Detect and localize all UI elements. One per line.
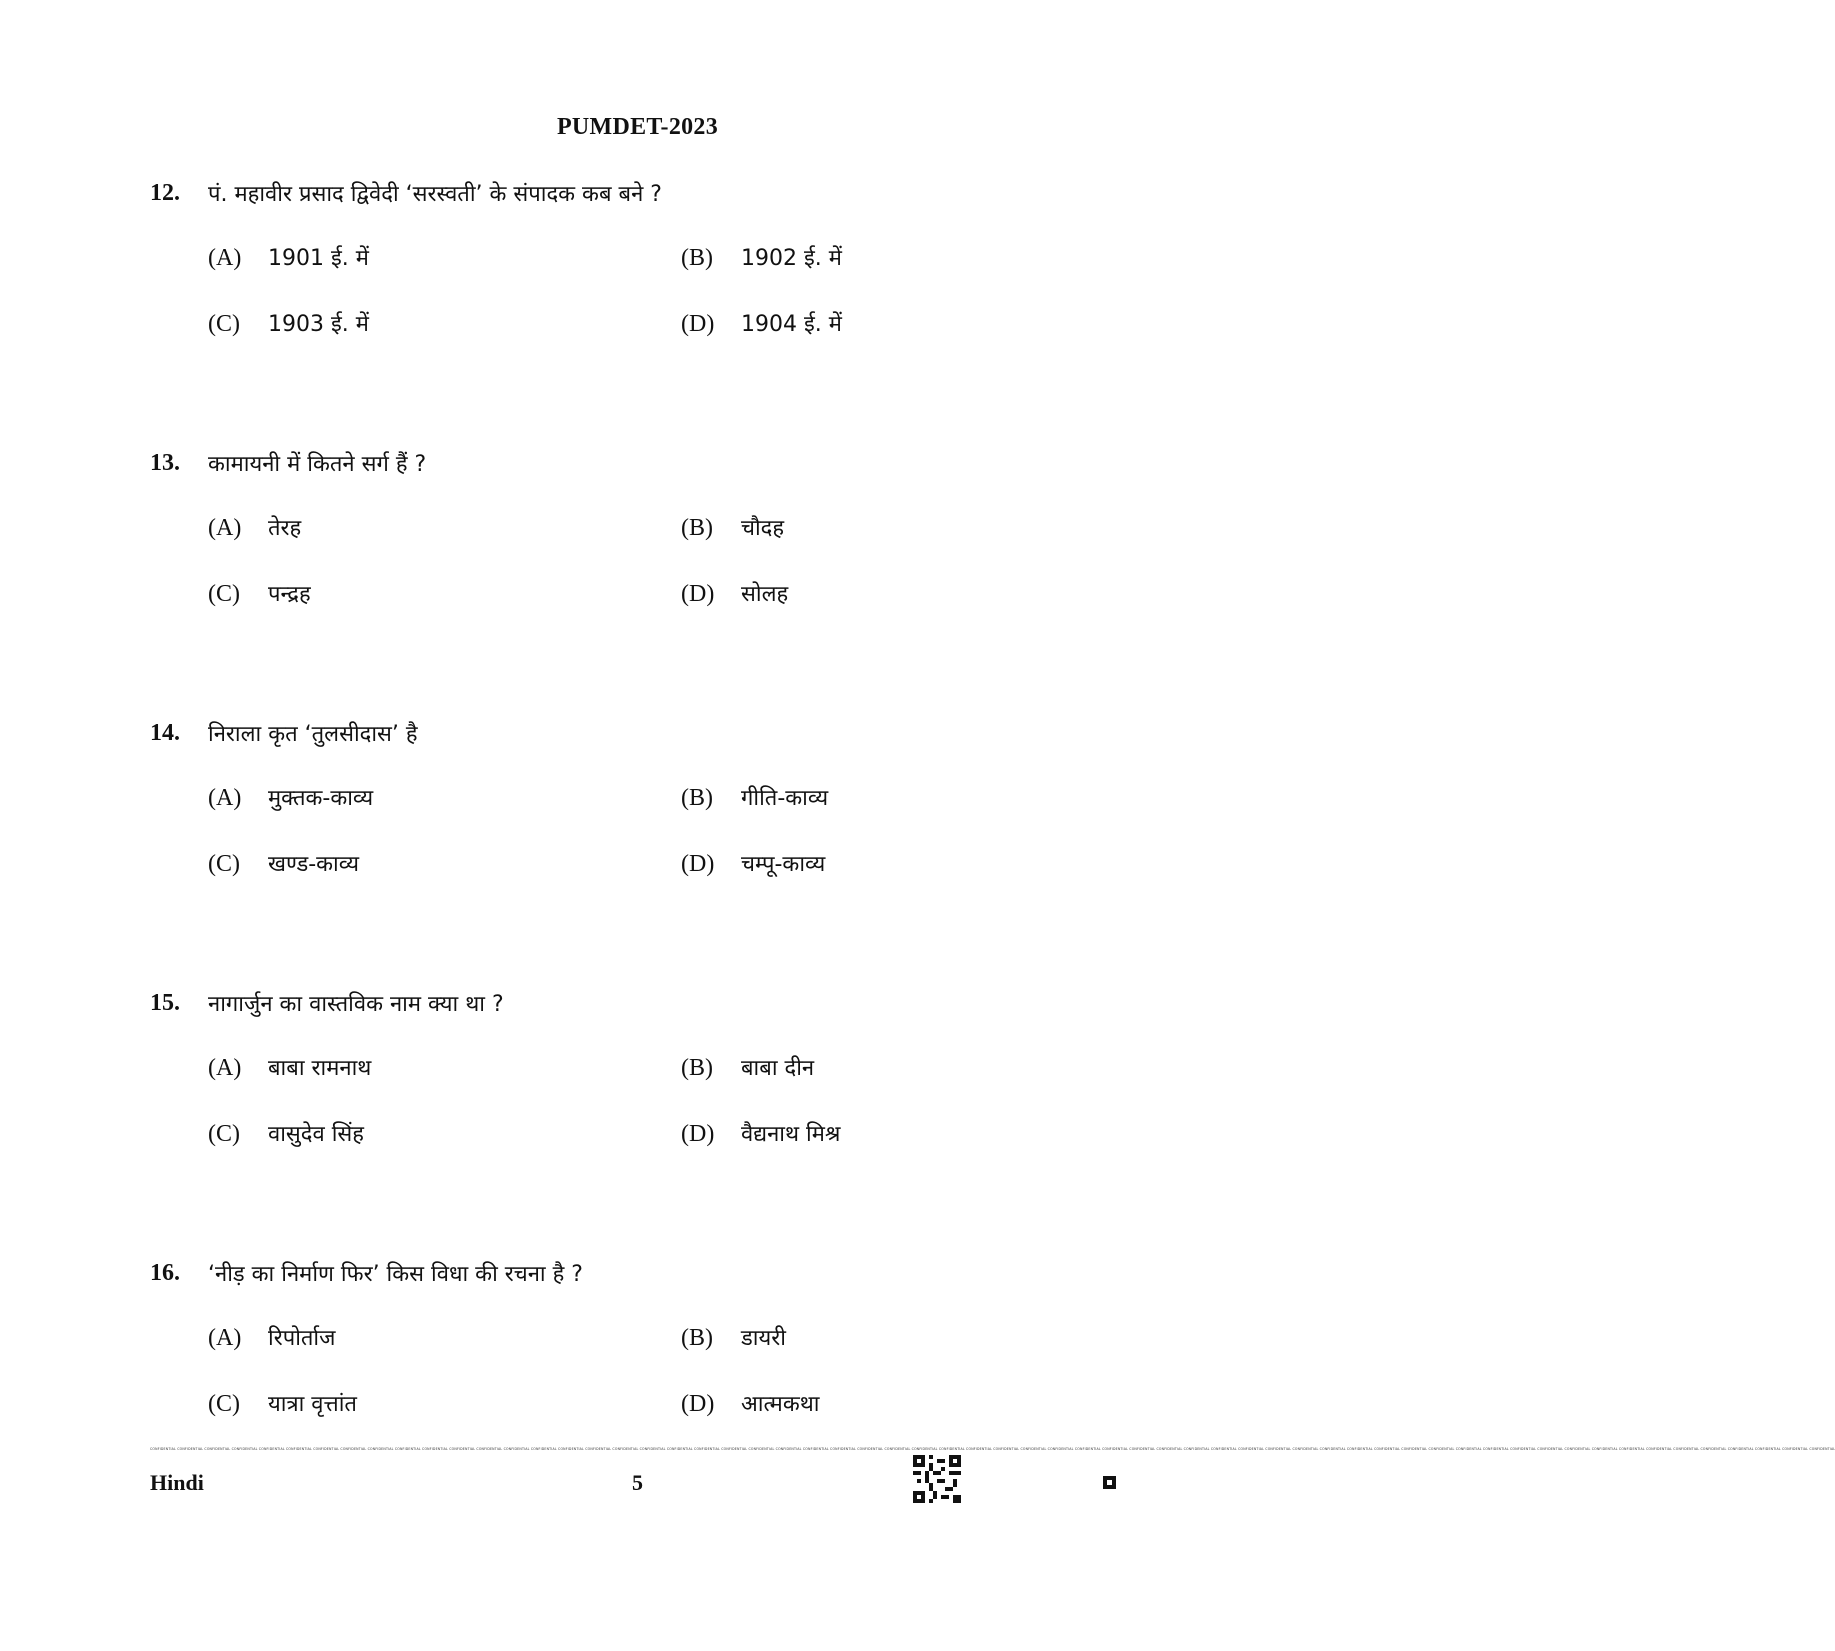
option-letter: (A) (208, 515, 242, 541)
option-a (208, 1052, 371, 1082)
option-b (681, 1322, 786, 1352)
option-letter: (D) (681, 1121, 715, 1147)
option-c (208, 578, 311, 608)
option-d (681, 308, 842, 338)
option-letter: (A) (208, 1055, 242, 1081)
option-text: गीति-काव्य (741, 786, 829, 811)
option-c (208, 848, 359, 878)
question-15 (0, 990, 1275, 1200)
registration-square-icon (1103, 1476, 1116, 1489)
question-text: ‘नीड़ का निर्माण फिर’ किस विधा की रचना है ? (208, 1262, 583, 1287)
option-text: पन्द्रह (268, 582, 311, 607)
option-text: यात्रा वृत्तांत (268, 1392, 357, 1417)
qr-code-icon (913, 1455, 961, 1503)
option-b (681, 242, 842, 272)
page-header-title: PUMDET-2023 (556, 114, 719, 140)
option-letter: (B) (681, 245, 713, 271)
option-text: तेरह (268, 516, 302, 541)
option-letter: (C) (208, 311, 240, 337)
option-b (681, 1052, 814, 1082)
option-letter: (B) (681, 1325, 713, 1351)
option-letter: (A) (208, 1325, 242, 1351)
option-letter: (C) (208, 851, 240, 877)
option-a (208, 512, 301, 542)
option-d (681, 1118, 840, 1148)
question-16 (0, 1260, 1835, 1470)
option-text: वैद्यनाथ मिश्र (741, 1122, 841, 1147)
option-text: खण्ड-काव्य (268, 852, 360, 877)
option-letter: (D) (681, 581, 715, 607)
option-letter: (C) (208, 581, 240, 607)
option-text: 1903 ई. में (268, 312, 369, 337)
option-letter: (D) (681, 851, 715, 877)
option-d (681, 848, 825, 878)
option-letter: (A) (208, 245, 242, 271)
option-c (208, 1118, 364, 1148)
question-text: पं. महावीर प्रसाद द्विवेदी ‘सरस्वती’ के संपादक कब बने ? (208, 182, 662, 207)
option-letter: (C) (208, 1121, 240, 1147)
question-number: 13. (150, 450, 180, 476)
option-letter: (A) (208, 785, 242, 811)
option-c (208, 308, 369, 338)
question-13 (0, 450, 1275, 660)
option-text: सोलह (741, 582, 789, 607)
option-text: डायरी (741, 1326, 786, 1351)
question-text: निराला कृत ‘तुलसीदास’ है (208, 722, 418, 747)
footer-subject: Hindi (150, 1470, 204, 1495)
option-text: बाबा दीन (741, 1056, 815, 1081)
option-letter: (C) (208, 1391, 240, 1417)
option-a (208, 242, 369, 272)
option-text: 1902 ई. में (741, 246, 842, 271)
option-letter: (B) (681, 515, 713, 541)
option-d (681, 578, 788, 608)
option-letter: (D) (681, 311, 715, 337)
confidential-watermark-strip: CONFIDENTIAL CONFIDENTIAL CONFIDENTIAL CONFIDENTIAL CONFIDENTIAL CONFIDENTIAL CONFIDENTIAL CONFIDENTIAL CONFIDENTIAL CONFIDENTIAL CONFIDENTIAL CONFIDENTIAL CONFIDENTIAL CONFIDENTIAL CONFIDENTIAL CONFIDENTIAL CONFIDENTIAL CONFIDENTIAL CONFIDENTIAL CONFIDENTIAL CONFIDENTIAL CONFIDENTIAL CONFIDENTIAL CONFIDENTIAL CONFIDENTIAL CONFIDENTIAL CONFIDENTIAL CONFIDENTIAL CONFIDENTIAL CONFIDENTIAL CONFIDENTIAL CONFIDENTIAL CONFIDENTIAL CONFIDENTIAL CONFIDENTIAL CONFIDENTIAL CONFIDENTIAL CONFIDENTIAL CONFIDENTIAL CONFIDENTIAL CONFIDENTIAL CONFIDENTIAL CONFIDENTIAL CONFIDENTIAL CONFIDENTIAL CONFIDENTIAL CONFIDENTIAL CONFIDENTIAL CONFIDENTIAL CONFIDENTIAL CONFIDENTIAL CONFIDENTIAL CONFIDENTIAL CONFIDENTIAL CONFIDENTIAL CONFIDENTIAL CONFIDENTIAL CONFIDENTIAL CONFIDENTIAL CONFIDENTIAL CONFIDENTIAL CONFIDENTIAL (150, 1447, 1835, 1451)
question-number: 12. (150, 180, 180, 206)
option-b (681, 512, 784, 542)
page-number: 5 (632, 1470, 643, 1495)
question-text: कामायनी में कितने सर्ग हैं ? (208, 452, 427, 477)
option-text: चम्पू-काव्य (741, 852, 826, 877)
question-12 (0, 180, 1275, 390)
option-a (208, 782, 373, 812)
question-14 (0, 720, 1275, 930)
option-d (681, 1388, 819, 1418)
question-number: 16. (150, 1260, 180, 1286)
option-text: 1901 ई. में (268, 246, 369, 271)
option-text: बाबा रामनाथ (268, 1056, 372, 1081)
option-letter: (B) (681, 785, 713, 811)
question-text: नागार्जुन का वास्तविक नाम क्या था ? (208, 992, 504, 1017)
option-text: रिपोर्ताज (268, 1326, 336, 1351)
option-b (681, 782, 828, 812)
option-text: 1904 ई. में (741, 312, 842, 337)
option-a (208, 1322, 335, 1352)
question-number: 15. (150, 990, 180, 1016)
question-number: 14. (150, 720, 180, 746)
option-letter: (D) (681, 1391, 715, 1417)
option-c (208, 1388, 357, 1418)
option-text: वासुदेव सिंह (268, 1122, 364, 1147)
option-letter: (B) (681, 1055, 713, 1081)
option-text: मुक्तक-काव्य (268, 786, 374, 811)
option-text: आत्मकथा (741, 1392, 820, 1417)
option-text: चौदह (741, 516, 785, 541)
